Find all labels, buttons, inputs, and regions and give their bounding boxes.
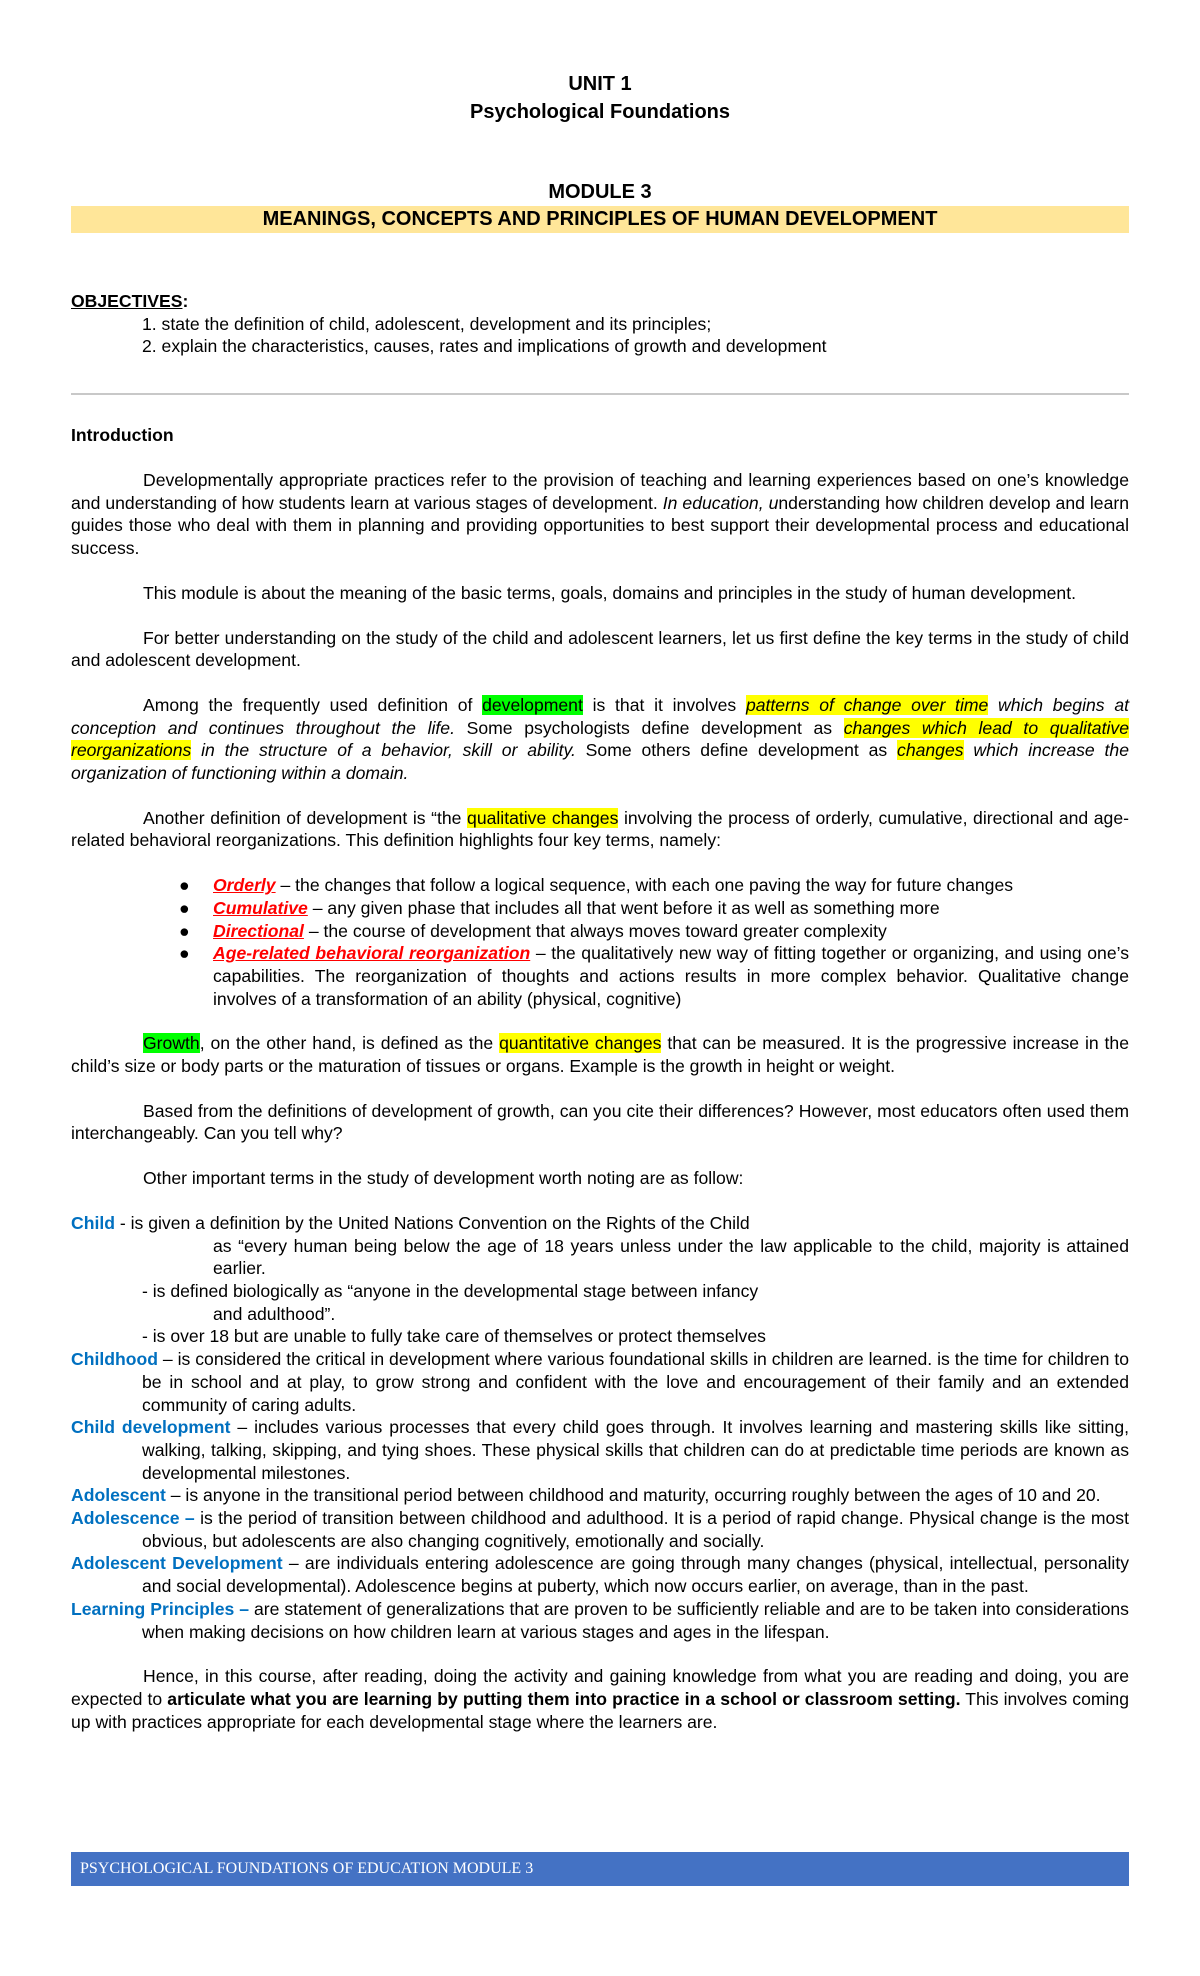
text-run: in the structure of a behavior, skill or ability.: [191, 740, 576, 761]
bullet-term: Directional: [213, 920, 304, 941]
text-run: involving the process of orderly, cumulative, directional and age-related behavioral reorganizations. This definition highlights four key terms, namely:: [71, 807, 1129, 851]
term-label: Child development: [71, 1417, 231, 1438]
other-terms-paragraph: Other important terms in the study of development worth noting are as follow:: [143, 1168, 744, 1189]
quantitative-changes-highlight: quantitative changes: [499, 1033, 662, 1054]
intro-paragraph-2: This module is about the meaning of the basic terms, goals, domains and principles in the study of human development.: [143, 582, 1076, 603]
qualitative-reorganizations-highlight: changes which lead to qualitative reorganizations: [71, 717, 1129, 761]
bullet-term: Orderly: [213, 875, 276, 896]
growth-highlight: Growth: [143, 1033, 200, 1054]
text-run: is that it involves: [582, 694, 746, 715]
glossary-child: [71, 1212, 1129, 1235]
text-run: Some psychologists define development as: [454, 717, 844, 738]
closing-paragraph: [71, 1665, 1129, 1733]
emphasis-text: articulate what you are learning by putting them into practice in a school or classroom setting.: [167, 1688, 961, 1709]
objective-item: 2. explain the characteristics, causes, rates and implications of growth and development: [142, 336, 827, 357]
list-item: [71, 897, 1129, 920]
patterns-highlight: patterns of change over time: [745, 694, 989, 715]
glossary-child-line: - is over 18 but are unable to fully take care of themselves or protect themselves: [142, 1326, 766, 1347]
list-item: [71, 942, 1129, 1010]
glossary-childhood: [71, 1348, 1129, 1416]
intro-paragraph-3: For better understanding on the study of the child and adolescent learners, let us first define the key terms in the study of child and adolescent development.: [71, 627, 1129, 671]
qualitative-changes-highlight: qualitative changes: [467, 807, 619, 828]
bullet-term: Age-related behavioral reorganization: [213, 943, 531, 964]
development-highlight: development: [482, 694, 583, 715]
unit-title: Psychological Foundations: [469, 101, 731, 123]
text-run: This involves coming up with practices appropriate for each developmental stage where the learners are.: [71, 1688, 1129, 1732]
term-label: Learning Principles –: [71, 1598, 250, 1619]
introduction-heading: [71, 424, 1129, 447]
term-text: - is given a definition by the United Nations Convention on the Rights of the Child: [114, 1212, 750, 1233]
module-label: MODULE 3: [548, 181, 652, 203]
objectives-colon: :: [182, 291, 189, 311]
footer-text: PSYCHOLOGICAL FOUNDATIONS OF EDUCATION MODULE 3: [80, 1860, 534, 1877]
bullet-text: – the changes that follow a logical sequence, with each one paving the way for future changes: [275, 875, 1014, 896]
text-run: which increase the organization of functioning within a domain.: [71, 740, 1130, 784]
key-terms-list: [71, 874, 1129, 1010]
term-text: are statement of generalizations that are proven to be sufficiently reliable and are to be taken into considerations when making decisions on how children learn at various stages and ages in the lifespan.: [142, 1598, 1129, 1642]
growth-paragraph: [71, 1032, 1129, 1077]
text-run: Hence, in this course, after reading, doing the activity and gaining knowledge from what you are reading and doing, you are expected to: [71, 1666, 1129, 1709]
glossary-child-line: as “every human being below the age of 18 years unless under the law applicable to the child, majority is attained earlier.: [213, 1235, 1129, 1279]
text-run: nderstanding how children develop and learn guides those who deal with them in planning and providing opportunities to best support their developmental process and educational success.: [71, 492, 1129, 559]
glossary: [71, 1212, 1129, 1643]
module-title: MEANINGS, CONCEPTS AND PRINCIPLES OF HUMAN DEVELOPMENT: [262, 208, 938, 230]
text-run: , on the other hand, is defined as the: [199, 1033, 500, 1054]
glossary-learning-principles: [71, 1598, 1129, 1643]
glossary-adolescence: [71, 1507, 1129, 1552]
section-divider: [71, 393, 1129, 395]
term-text: – includes various processes that every child goes through. It involves learning and mastering skills like sitting, walking, talking, skipping, and tying shoes. These physical skills that children can do at predictable time periods are known as developmental milestones.: [142, 1417, 1129, 1483]
unit-label: UNIT 1: [568, 73, 632, 95]
glossary-child-line: - is defined biologically as “anyone in the developmental stage between infancy: [142, 1280, 759, 1301]
term-label: Child: [71, 1212, 115, 1233]
differences-paragraph: Based from the definitions of development of growth, can you cite their differences? However, most educators often used them interchangeably. Can you tell why?: [71, 1100, 1129, 1144]
unit-heading: [0, 70, 1200, 126]
glossary-child-development: [71, 1416, 1129, 1484]
term-text: is the period of transition between childhood and adulthood. It is a period of rapid change. Physical change is the most obvious, but adolescents are also changing cognitively, emotionally and socially.: [142, 1508, 1129, 1551]
bullet-icon: ●: [179, 897, 190, 918]
bullet-icon: ●: [179, 875, 190, 896]
term-text: – is considered the critical in development where various foundational skills in children are learned. is the time for children to be in school and at play, to grow strong and confident with the love and encouragement of their family and an extended community of caring adults.: [142, 1349, 1129, 1415]
term-text: – are individuals entering adolescence are going through many changes (physical, intellectual, personality and social developmental). Adolescence begins at puberty, which now occurs earlier, on average, than in the past.: [142, 1553, 1129, 1597]
glossary-adolescent: [71, 1484, 1129, 1507]
text-run: that can be measured. It is the progressive increase in the child’s size or body parts or the maturation of tissues or organs. Example is the growth in height or weight.: [71, 1033, 1129, 1077]
main-body: [71, 469, 1129, 1733]
bullet-text: – the course of development that always moves toward greater complexity: [303, 920, 887, 941]
intro-paragraph-1: [71, 469, 1129, 560]
bullet-icon: ●: [179, 920, 190, 941]
development-definition-paragraph: [71, 694, 1129, 785]
term-label: Childhood: [71, 1349, 158, 1370]
text-run: Developmentally appropriate practices refer to the provision of teaching and learning experiences based on one’s knowledge and understanding of how students learn at various stages of development.: [71, 470, 1129, 513]
objective-item: 1. state the definition of child, adolescent, development and its principles;: [142, 313, 712, 334]
objectives-section: [71, 290, 1129, 358]
term-text: – is anyone in the transitional period between childhood and maturity, occurring roughly between the ages of 10 and 20.: [165, 1485, 1101, 1506]
objectives-label: OBJECTIVES: [71, 291, 183, 311]
qualitative-definition-paragraph: [71, 807, 1129, 852]
term-label: Adolescent Development: [71, 1553, 283, 1574]
term-label: Adolescence –: [71, 1508, 195, 1529]
bullet-icon: ●: [179, 943, 190, 964]
term-label: Adolescent: [71, 1485, 166, 1506]
changes-highlight: changes: [897, 740, 964, 761]
bullet-text: – any given phase that includes all that went before it as well as something more: [307, 897, 940, 918]
text-run: which begins at conception and continues throughout the life.: [71, 694, 1129, 738]
bullet-term: Cumulative: [213, 897, 308, 918]
list-item: [71, 920, 1129, 943]
text-run: In education, u: [662, 492, 779, 513]
introduction-title: Introduction: [71, 425, 174, 445]
glossary-child-line: and adulthood”.: [213, 1303, 336, 1324]
text-run: Another definition of development is “the: [143, 807, 468, 828]
text-run: Some others define development as: [575, 740, 898, 761]
list-item: [71, 874, 1129, 897]
bullet-text: – the qualitatively new way of fitting together or organizing, and using one’s capabilities. The reorganization of thoughts and actions results in more complex behavior. Qualitative change involves of a transformation of an ability (physical, cognitive): [213, 943, 1129, 1009]
text-run: Among the frequently used definition of: [143, 694, 483, 715]
glossary-adolescent-development: [71, 1552, 1129, 1597]
